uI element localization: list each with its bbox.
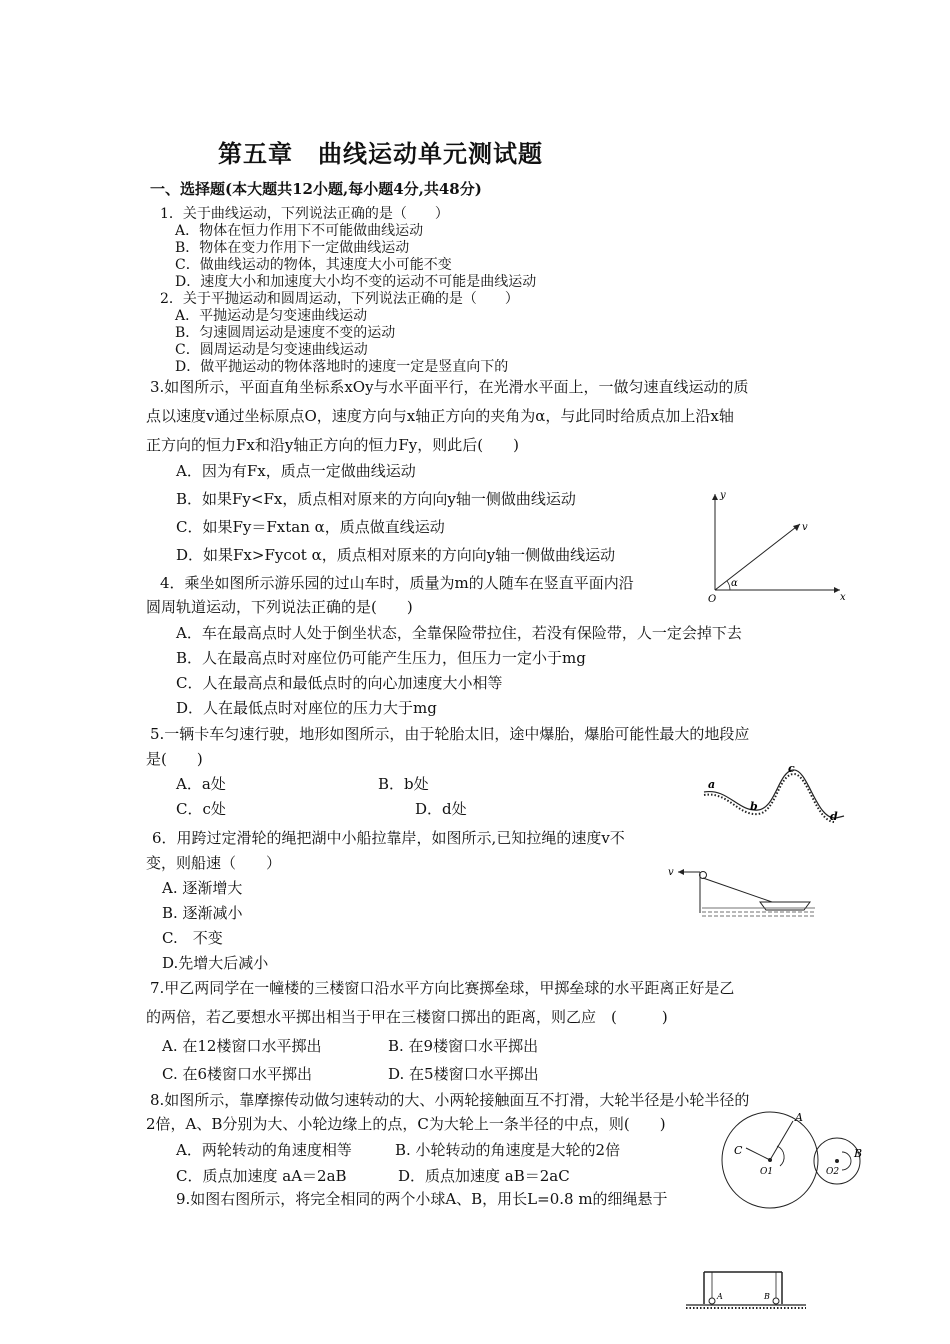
q2-option-d: D．做平抛运动的物体落地时的速度一定是竖直向下的 — [175, 359, 509, 375]
q2-stem: 2．关于平抛运动和圆周运动，下列说法正确的是（ ） — [160, 291, 519, 307]
q2-option-b: B．匀速圆周运动是速度不变的运动 — [175, 325, 396, 341]
q3-option-d: D．如果Fx>Fycot α，质点相对原来的方向向y轴一侧做曲线运动 — [176, 546, 616, 564]
q3-stem-line2: 点以速度v通过坐标原点O，速度方向与x轴正方向的夹角为α，与此同时给质点加上沿x轴 — [146, 407, 734, 425]
q3-stem-line3: 正方向的恒力Fx和沿y轴正方向的恒力Fy，则此后( ) — [146, 436, 519, 454]
q1-option-b: B．物体在变力作用下一定做曲线运动 — [175, 240, 410, 256]
q9-stem-line1: 9.如图右图所示，将完全相同的两个小球A、B，用长L=0.8 m的细绳悬于 — [176, 1190, 668, 1208]
q6-option-b: B. 逐渐减小 — [162, 904, 243, 922]
q5-option-b: B．b处 — [378, 775, 429, 793]
q3-fig-alpha-label: α — [731, 578, 738, 589]
q8-fig-label-a: A — [795, 1111, 803, 1124]
q3-fig-origin-label: O — [708, 594, 717, 605]
q8-fig-label-o1: O1 — [760, 1167, 774, 1177]
q4-option-d: D．人在最低点时对座位的压力大于mg — [176, 699, 437, 717]
q5-option-a: A．a处 — [176, 775, 226, 793]
q5-terrain-figure — [698, 760, 850, 830]
q8-fig-label-o2: O2 — [826, 1167, 840, 1177]
q8-option-a: A．两轮转动的角速度相等 — [176, 1141, 352, 1159]
q4-option-b: B．人在最高点时对座位仍可能产生压力，但压力一定小于mg — [176, 649, 586, 667]
q8-two-wheels-figure — [714, 1108, 864, 1212]
q6-option-a: A. 逐渐增大 — [162, 879, 243, 897]
q1-option-c: C．做曲线运动的物体，其速度大小可能不变 — [175, 257, 452, 273]
q9-fig-label-b: B — [764, 1292, 770, 1301]
q5-fig-label-a: a — [708, 778, 716, 791]
q7-stem-line1: 7.甲乙两同学在一幢楼的三楼窗口沿水平方向比赛掷垒球，甲掷垒球的水平距离正好是乙 — [150, 979, 735, 997]
q7-stem-line2: 的两倍，若乙要想水平掷出相当于甲在三楼窗口掷出的距离，则乙应 ( ) — [146, 1008, 668, 1026]
q2-option-a: A．平抛运动是匀变速曲线运动 — [175, 308, 368, 324]
q3-option-b: B．如果Fy<Fx，质点相对原来的方向向y轴一侧做曲线运动 — [176, 490, 576, 508]
q5-fig-label-c: c — [788, 762, 795, 775]
q3-fig-y-label: y — [720, 490, 726, 501]
q9-fig-label-a: A — [717, 1292, 723, 1301]
q5-stem-line2: 是( ) — [146, 750, 203, 768]
q3-option-a: A．因为有Fx，质点一定做曲线运动 — [176, 462, 416, 480]
q5-option-d: D．d处 — [415, 800, 467, 818]
q7-option-d: D. 在5楼窗口水平掷出 — [388, 1065, 539, 1083]
q3-coordinate-figure — [700, 486, 850, 606]
q4-stem-line1: 4．乘坐如图所示游乐园的过山车时，质量为m的人随车在竖直平面内沿 — [160, 574, 634, 592]
q2-option-c: C．圆周运动是匀变速曲线运动 — [175, 342, 368, 358]
q3-fig-x-label: x — [840, 592, 846, 603]
q5-fig-label-d: d — [830, 810, 838, 823]
q8-fig-label-c: C — [734, 1144, 743, 1157]
q5-option-c: C．c处 — [176, 800, 226, 818]
q3-stem-line1: 3.如图所示，平面直角坐标系xOy与水平面平行，在光滑水平面上，一做匀速直线运动的质 — [150, 378, 749, 396]
q7-option-a: A. 在12楼窗口水平掷出 — [162, 1037, 322, 1055]
q5-stem-line1: 5.一辆卡车匀速行驶，地形如图所示，由于轮胎太旧，途中爆胎，爆胎可能性最大的地段应 — [150, 725, 750, 743]
q8-stem-line2: 2倍，A、B分别为大、小轮边缘上的点，C为大轮上一条半径的中点，则( ) — [146, 1115, 666, 1133]
q4-stem-line2: 圆周轨道运动，下列说法正确的是( ) — [146, 598, 413, 616]
q1-option-d: D．速度大小和加速度大小均不变的运动不可能是曲线运动 — [175, 274, 537, 290]
q8-fig-label-b: B — [854, 1147, 863, 1160]
q6-stem-line2: 变，则船速（ ） — [146, 854, 282, 872]
q6-boat-pulley-figure — [660, 858, 820, 920]
q3-fig-v-label: v — [802, 522, 808, 533]
q6-stem-line1: 6．用跨过定滑轮的绳把湖中小船拉靠岸，如图所示,已知拉绳的速度v不 — [152, 829, 625, 847]
section-heading: 一、选择题(本大题共12小题,每小题4分,共48分) — [150, 180, 482, 198]
q9-hanging-balls-figure — [682, 1268, 812, 1312]
q4-option-a: A．车在最高点时人处于倒坐状态，全靠保险带拉住，若没有保险带，人一定会掉下去 — [176, 624, 742, 642]
q8-option-b: B. 小轮转动的角速度是大轮的2倍 — [395, 1141, 621, 1159]
q6-fig-v-label: v — [668, 867, 674, 878]
q8-option-c: C．质点加速度 aA＝2aB — [176, 1167, 347, 1185]
page-title: 第五章 曲线运动单元测试题 — [218, 139, 543, 168]
q8-stem-line1: 8.如图所示，靠摩擦传动做匀速转动的大、小两轮接触面互不打滑，大轮半径是小轮半径的 — [150, 1091, 750, 1109]
q8-option-d: D．质点加速度 aB＝2aC — [398, 1167, 570, 1185]
q6-option-d: D.先增大后减小 — [162, 954, 269, 972]
q7-option-c: C. 在6楼窗口水平掷出 — [162, 1065, 313, 1083]
q4-option-c: C．人在最高点和最低点时的向心加速度大小相等 — [176, 674, 503, 692]
q7-option-b: B. 在9楼窗口水平掷出 — [388, 1037, 539, 1055]
q1-option-a: A．物体在恒力作用下不可能做曲线运动 — [175, 223, 424, 239]
q1-stem: 1．关于曲线运动，下列说法正确的是（ ） — [160, 206, 449, 222]
q6-option-c: C. 不变 — [162, 929, 223, 947]
q5-fig-label-b: b — [750, 800, 758, 813]
q3-option-c: C．如果Fy＝Fxtan α，质点做直线运动 — [176, 518, 445, 536]
